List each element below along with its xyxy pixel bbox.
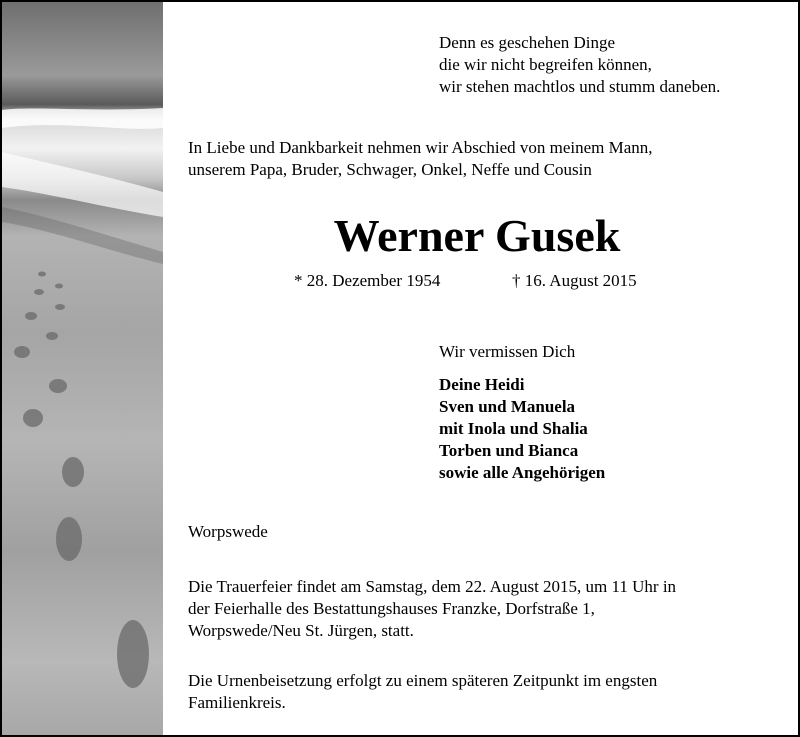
family-member: Sven und Manuela: [439, 397, 576, 416]
family-member: sowie alle Angehörigen: [439, 463, 606, 482]
family-signatures: [439, 374, 605, 484]
family-member: Torben und Bianca: [439, 441, 579, 460]
urn-burial-info: [188, 670, 657, 714]
service-line: Worpswede/Neu St. Jürgen, statt.: [188, 621, 414, 640]
intro-line: In Liebe und Dankbarkeit nehmen wir Abschied von meinem Mann,: [188, 138, 653, 157]
urn-line: Familienkreis.: [188, 693, 286, 712]
intro-text: [188, 137, 653, 181]
beach-footprints-photo: [2, 2, 163, 735]
intro-line: unserem Papa, Bruder, Schwager, Onkel, Neffe und Cousin: [188, 160, 592, 179]
miss-you-text: Wir vermissen Dich: [439, 342, 576, 361]
urn-line: Die Urnenbeisetzung erfolgt zu einem späteren Zeitpunkt im engsten: [188, 671, 658, 690]
poem-verse: [439, 32, 720, 98]
deceased-name: Werner Gusek: [333, 210, 621, 261]
poem-line: die wir nicht begreifen können,: [439, 55, 652, 74]
poem-line: wir stehen machtlos und stumm daneben.: [439, 77, 721, 96]
family-member: mit Inola und Shalia: [439, 419, 588, 438]
footprints-illustration: [2, 2, 163, 735]
death-date: † 16. August 2015: [512, 271, 637, 290]
service-line: Die Trauerfeier findet am Samstag, dem 22. August 2015, um 11 Uhr in: [188, 577, 677, 596]
place-name: Worpswede: [188, 522, 268, 541]
service-line: der Feierhalle des Bestattungshauses Franzke, Dorfstraße 1,: [188, 599, 595, 618]
funeral-service-info: [188, 576, 676, 642]
poem-line: Denn es geschehen Dinge: [439, 33, 616, 52]
family-member: Deine Heidi: [439, 375, 525, 394]
birth-date: * 28. Dezember 1954: [294, 271, 441, 290]
